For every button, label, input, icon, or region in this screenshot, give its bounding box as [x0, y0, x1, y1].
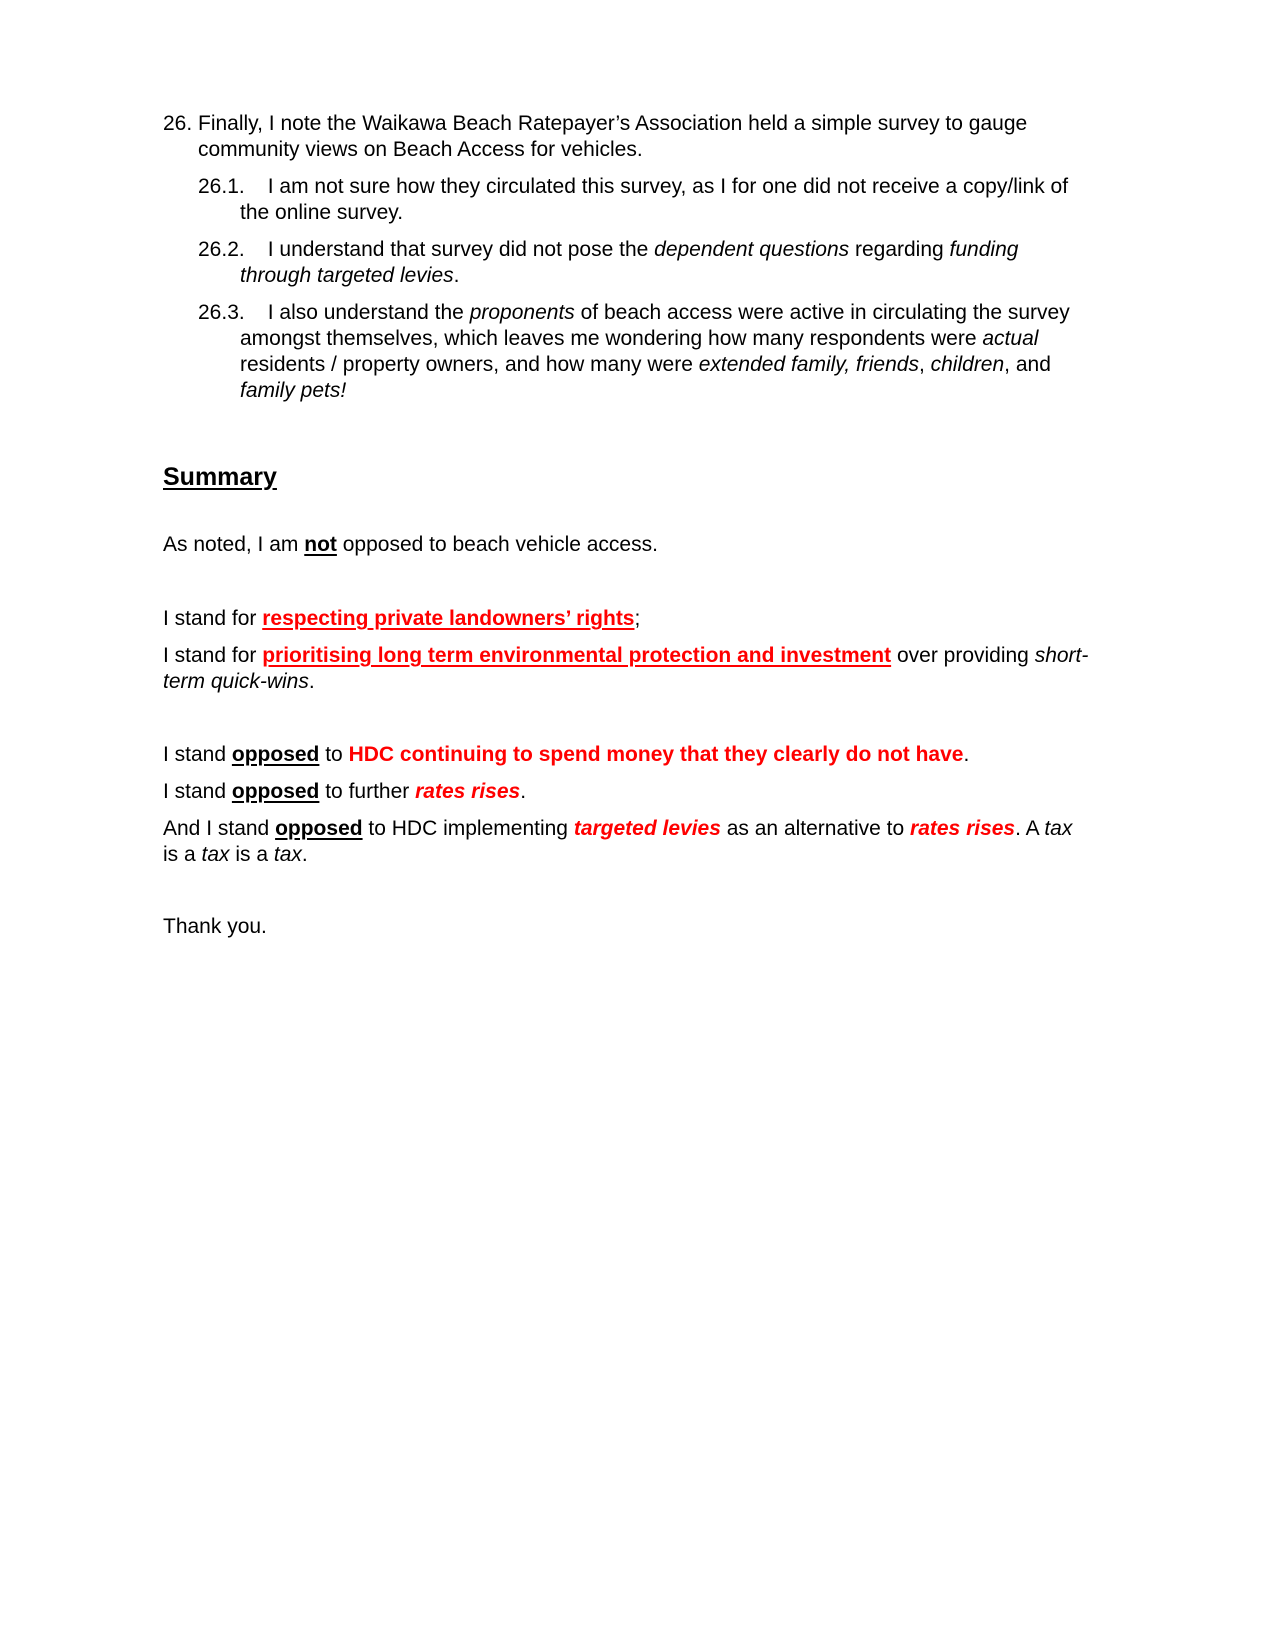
- paragraph-opposed-1: [163, 742, 1093, 768]
- text-run: I also understand the: [267, 301, 470, 324]
- italic-run: tax: [1044, 817, 1073, 840]
- emphasis-run: prioritising long term environmental protection and investment: [262, 644, 892, 667]
- text-run: I stand for: [163, 607, 263, 630]
- text-run: .: [308, 670, 315, 693]
- text-run: of beach access were active in circulating the survey amongst themselves, which leaves me wondering how many respondents were: [240, 301, 1070, 350]
- italic-run: actual: [982, 327, 1039, 350]
- text-run: is a: [163, 843, 202, 866]
- list-item-26: [163, 111, 1093, 163]
- text-run: is a: [229, 843, 274, 866]
- emphasis-run: respecting private landowners’ rights: [262, 607, 635, 630]
- italic-run: proponents: [469, 301, 575, 324]
- text-run: , and: [1004, 353, 1051, 376]
- text-run: regarding: [849, 238, 950, 261]
- text-run: to: [319, 743, 349, 766]
- list-number: 26.: [163, 112, 193, 135]
- list-number: 26.2.: [198, 238, 245, 261]
- text-run: ;: [634, 607, 641, 630]
- emphasis-run: rates rises: [910, 817, 1016, 840]
- text-run: I understand that survey did not pose the: [267, 238, 655, 261]
- text-run: I stand for: [163, 644, 263, 667]
- bold-underline-run: opposed: [231, 780, 320, 803]
- emphasis-run: targeted levies: [573, 817, 721, 840]
- bold-underline-run: not: [304, 533, 337, 556]
- text-run: residents / property owners, and how many were: [240, 353, 699, 376]
- text-run: over providing: [891, 644, 1035, 667]
- italic-run: tax: [201, 843, 230, 866]
- list-number: 26.1.: [198, 175, 245, 198]
- list-item-26-3: [198, 300, 1093, 404]
- list-item-text: Finally, I note the Waikawa Beach Ratepayer’s Association held a simple survey to gauge community views on Beach Access for vehicles.: [198, 112, 1028, 161]
- text-run: to HDC implementing: [362, 817, 574, 840]
- paragraph-stand-for-2: [163, 643, 1093, 695]
- bold-underline-run: opposed: [275, 817, 363, 840]
- text-run: to further: [319, 780, 416, 803]
- paragraph-noted: [163, 532, 1093, 558]
- text-run: opposed to beach vehicle access.: [336, 533, 658, 556]
- list-number: 26.3.: [198, 301, 245, 324]
- italic-run: tax: [273, 843, 302, 866]
- italic-run: dependent questions: [654, 238, 850, 261]
- italic-run: children: [930, 353, 1005, 376]
- text-run: And I stand: [163, 817, 276, 840]
- text-run: As noted, I am: [163, 533, 305, 556]
- text-run: .: [520, 780, 527, 803]
- list-item-text: I am not sure how they circulated this survey, as I for one did not receive a copy/link of the online survey.: [240, 175, 1069, 224]
- emphasis-run: HDC continuing to spend money that they clearly do not have: [348, 743, 964, 766]
- paragraph-stand-for-1: [163, 606, 1093, 632]
- text-run: as an alternative to: [720, 817, 911, 840]
- text-run: .: [963, 743, 970, 766]
- emphasis-run: rates rises: [415, 780, 521, 803]
- text-run: ,: [918, 353, 931, 376]
- italic-run: extended family, friends: [698, 353, 919, 376]
- text-run: . A: [1015, 817, 1045, 840]
- paragraph-opposed-3: [163, 816, 1093, 868]
- italic-run: family pets!: [240, 379, 347, 402]
- text-run: .: [301, 843, 308, 866]
- bold-underline-run: opposed: [231, 743, 320, 766]
- italic-run: short-term quick-wins: [163, 644, 1089, 693]
- list-item-26-1: [198, 174, 1093, 226]
- text-run: .: [453, 264, 460, 287]
- text-run: I stand: [163, 743, 232, 766]
- section-heading: Summary: [163, 463, 277, 491]
- closing-text: Thank you.: [163, 915, 267, 938]
- paragraph-opposed-2: [163, 779, 1093, 805]
- text-run: I stand: [163, 780, 232, 803]
- list-item-26-2: [198, 237, 1093, 289]
- italic-run: funding through targeted levies: [240, 238, 1019, 287]
